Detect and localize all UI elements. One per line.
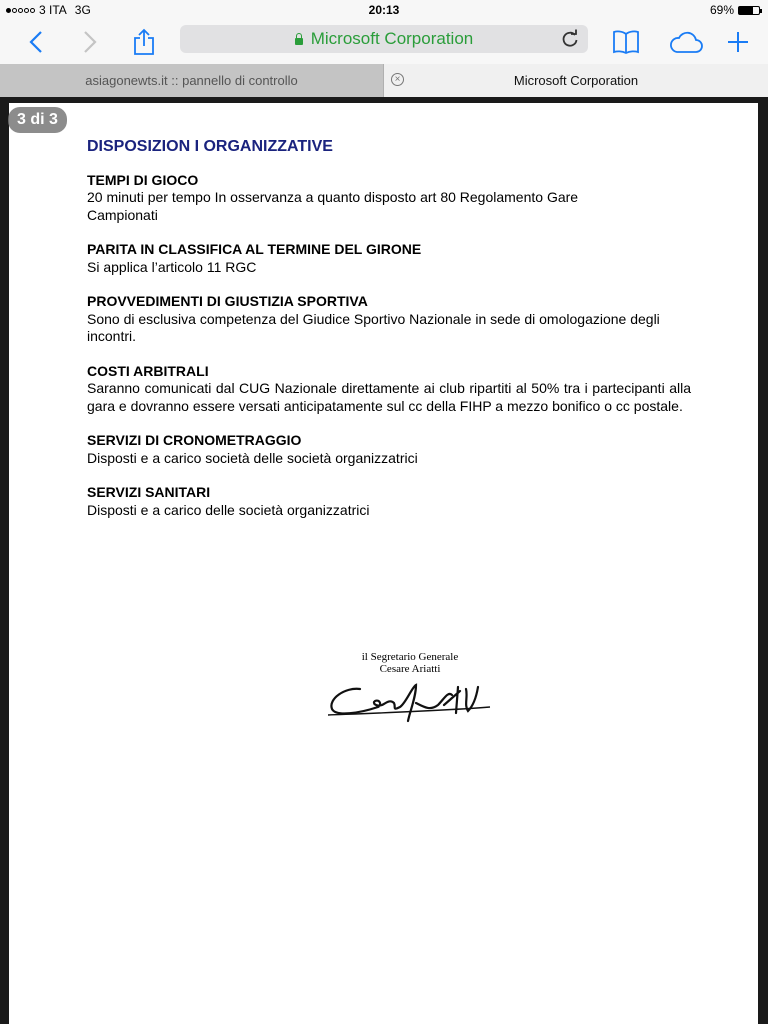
cloud-icon[interactable]	[666, 26, 706, 58]
browser-toolbar	[0, 20, 768, 64]
section-parita-in-classifica	[87, 241, 691, 276]
handwritten-signature	[320, 677, 500, 727]
chevron-right-icon[interactable]	[74, 26, 106, 58]
document-title: DISPOSIZION I ORGANIZZATIVE	[87, 138, 333, 155]
signature-role: il Segretario Generale	[361, 651, 459, 663]
section-body: Saranno comunicati dal CUG Nazionale direttamente ai club ripartiti al 50% tra i partecipanti alla gara e dovranno essere versati anticipatamente sul cc della FIHP a mezzo bonifico o cc postale.	[87, 380, 691, 414]
tab-label: asiagonewts.it :: pannello di controllo	[85, 73, 298, 88]
section-body: Disposti e a carico delle società organizzatrici	[87, 501, 370, 518]
section-tempi-di-gioco	[87, 172, 691, 225]
status-bar	[0, 0, 768, 20]
tab-bar	[0, 64, 768, 97]
battery-icon	[738, 6, 760, 15]
section-servizi-sanitari	[87, 484, 691, 519]
status-right	[710, 3, 760, 17]
close-tab-icon[interactable]: ×	[391, 73, 404, 86]
section-costi-arbitrali	[87, 363, 691, 416]
section-body: Disposti e a carico società delle società organizzatrici	[87, 449, 418, 466]
lock-icon	[295, 38, 303, 45]
reload-icon[interactable]	[560, 29, 580, 49]
address-bar[interactable]	[180, 25, 588, 53]
section-provvedimenti	[87, 293, 691, 346]
carrier-name: 3 ITA	[39, 3, 67, 17]
tab-label: Microsoft Corporation	[513, 73, 639, 88]
section-heading: COSTI ARBITRALI	[87, 362, 209, 379]
section-heading: PROVVEDIMENTI DI GIUSTIZIA SPORTIVA	[87, 293, 368, 309]
section-body: Si applica l’articolo 11 RGC	[87, 258, 257, 275]
chevron-left-icon[interactable]	[20, 26, 52, 58]
plus-icon[interactable]	[722, 26, 754, 58]
status-time: 20:13	[368, 3, 400, 17]
section-heading: TEMPI DI GIOCO	[87, 171, 199, 188]
tab-asiagonewts[interactable]	[0, 64, 384, 97]
share-icon[interactable]	[128, 26, 160, 58]
signature-block	[320, 651, 500, 731]
battery-percent: 69%	[709, 3, 734, 17]
section-body: 20 minuti per tempo In osservanza a quanto disposto art 80 Regolamento Gare Campionati	[87, 189, 579, 223]
section-cronometraggio	[87, 432, 691, 467]
section-heading: SERVIZI SANITARI	[87, 484, 211, 500]
section-heading: SERVIZI DI CRONOMETRAGGIO	[87, 432, 302, 448]
tab-microsoft[interactable]	[384, 64, 768, 97]
battery-fill	[739, 7, 753, 14]
network-type: 3G	[74, 3, 91, 17]
address-text: Microsoft Corporation	[310, 29, 474, 48]
page-indicator: 3 di 3	[8, 107, 67, 133]
signature-name: Cesare Ariatti	[379, 663, 441, 675]
section-body: Sono di esclusiva competenza del Giudice Sportivo Nazionale in sede di omologazione degli incontri.	[87, 310, 660, 344]
document-content	[87, 138, 691, 536]
book-icon[interactable]	[610, 26, 642, 58]
section-heading: PARITA IN CLASSIFICA AL TERMINE DEL GIRONE	[87, 241, 422, 257]
